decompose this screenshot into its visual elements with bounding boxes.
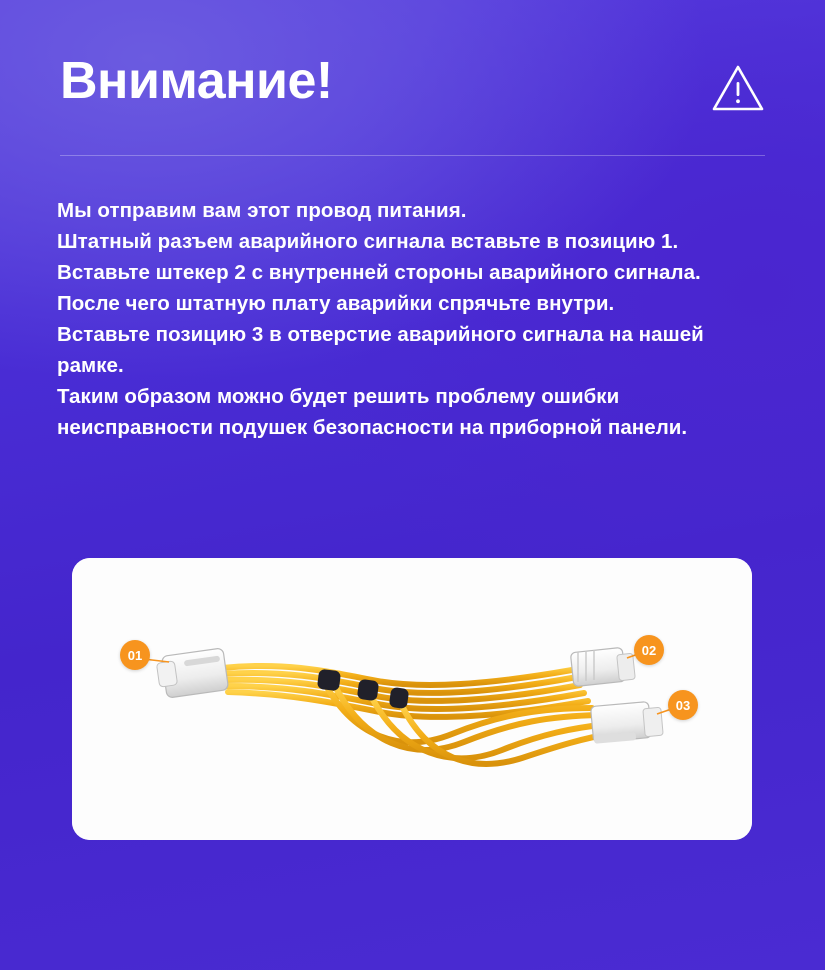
instruction-line: Вставьте позицию 3 в отверстие аварийного сигнала на нашей рамке. [57,323,704,377]
callout-badge-01: 01 [120,640,150,670]
instruction-line: Таким образом можно будет решить проблему ошибки неисправности подушек безопасности на приборной панели. [57,385,688,439]
connector-02-body [570,647,635,686]
instruction-line: Мы отправим вам этот провод питания. [57,199,467,222]
callout-badge-03: 03 [668,690,698,720]
page-title: Внимание! [60,52,333,110]
instruction-line: Вставьте штекер 2 с внутренней стороны аварийного сигнала. После чего штатную плату аварийки спрячьте внутри. [57,261,701,315]
poster-header [0,0,825,116]
instruction-line: Штатный разъем аварийного сигнала вставьте в позицию 1. [57,230,679,253]
harness-illustration [72,558,752,840]
connector-03-body [591,702,664,744]
header-divider [60,155,765,156]
harness-photo-card [72,558,752,840]
callout-badge-02: 02 [634,635,664,665]
harness-photo [72,558,752,840]
warning-triangle-icon [711,62,765,116]
connector-01-body [156,648,228,698]
instruction-text [57,195,765,443]
